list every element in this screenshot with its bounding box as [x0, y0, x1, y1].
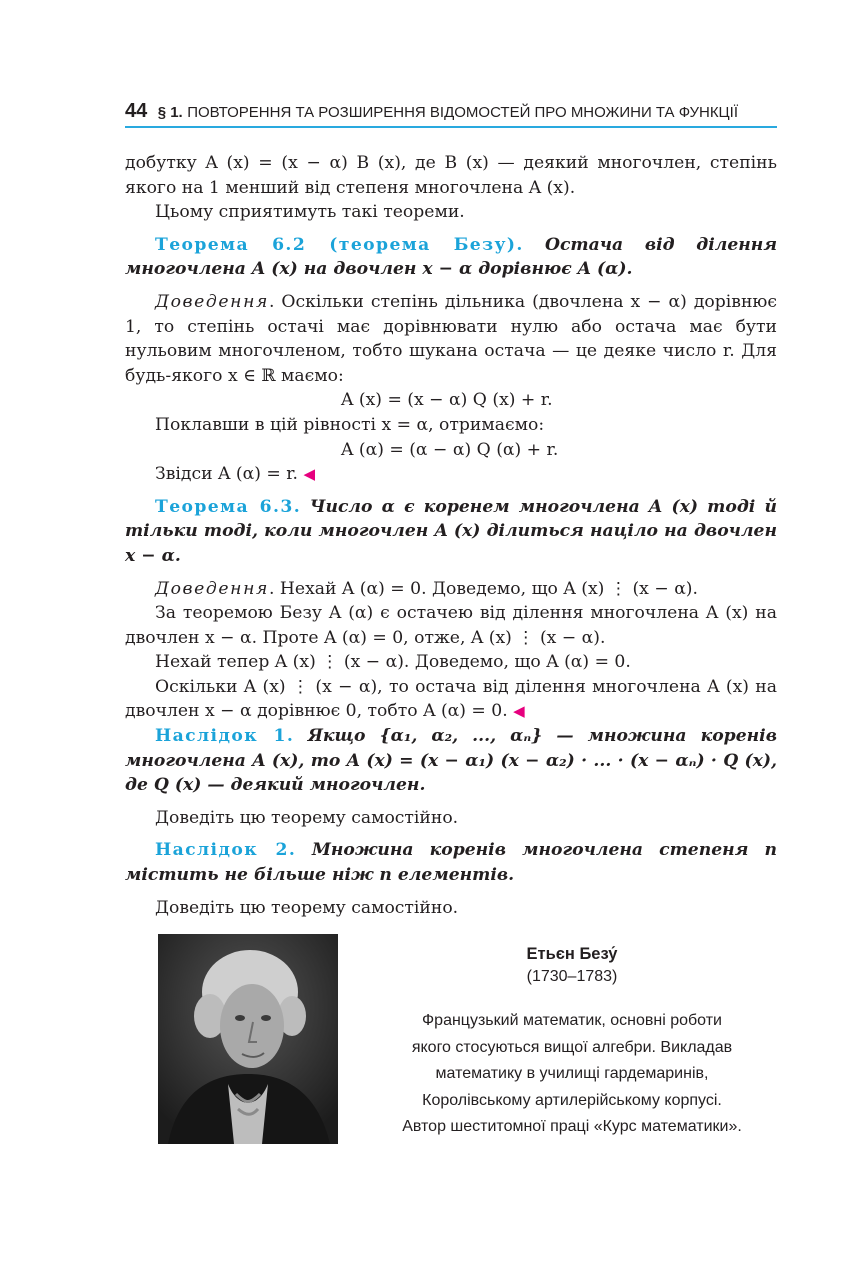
bio-description	[372, 1008, 772, 1141]
corollary-1	[125, 724, 777, 798]
end-of-proof-mark: ◀	[303, 465, 316, 484]
theorem-6-2-label: Теорема 6.2 (теорема Безу).	[155, 234, 524, 255]
proof-1-conclusion: Звідси A (α) = r. ◀	[155, 464, 316, 485]
chapter-title: ПОВТОРЕННЯ ТА РОЗШИРЕННЯ ВІДОМОСТЕЙ ПРО МНОЖИНИ ТА ФУНКЦІЇ	[187, 104, 738, 121]
theorem-6-2-statement: Остача від ділення многочлена A (x) на двочлен x − α дорівнює A (α).	[125, 234, 778, 280]
proof-2-label: Доведення	[155, 578, 269, 599]
corollary-2-note: Доведіть цю теорему самостійно.	[155, 897, 459, 918]
paragraph-intro: добутку A (x) = (x − α) B (x), де B (x) — деякий многочлен, степінь якого на 1 менший від степеня многочлена A (x).	[125, 153, 777, 198]
bezout-portrait	[158, 934, 338, 1144]
bio-name: Етьєн Безу́	[526, 945, 618, 963]
paragraph-transition: Цьому сприятимуть такі теореми.	[155, 202, 465, 223]
corollary-2-label: Наслідок 2.	[155, 840, 297, 861]
end-of-proof-mark: ◀	[513, 702, 525, 721]
section-number: § 1.	[157, 104, 183, 121]
corollary-1-note: Доведіть цю теорему самостійно.	[155, 807, 459, 828]
corollary-2-statement: Множина коренів многочлена степеня n містить не більше ніж n елементів.	[125, 840, 777, 886]
bio-years: (1730–1783)	[526, 968, 618, 985]
equation-1: A (x) = (x − α) Q (x) + r.	[341, 390, 553, 411]
theorem-6-3-label: Теорема 6.3.	[155, 496, 302, 517]
proof-1-label: Доведення	[155, 291, 269, 312]
page-number: 44	[125, 100, 148, 122]
proof-1	[125, 290, 777, 388]
substitution-line: Поклавши в цій рівності x = α, отримаємо:	[155, 414, 545, 435]
running-header	[125, 100, 777, 128]
theorem-6-3-statement: Число α є коренем многочлена A (x) тоді й тільки тоді, коли многочлен A (x) ділиться націло на двочлен x − α.	[125, 496, 777, 566]
proof-2-line-1: Доведення. Нехай A (α) = 0. Доведемо, що A (x) ⋮ (x − α).	[155, 578, 698, 599]
bio-line: Королівському артилерійському корпусі.	[422, 1091, 722, 1109]
biography-note	[372, 945, 772, 1141]
bio-line: Французький математик, основні роботи	[422, 1012, 722, 1029]
main-text	[125, 151, 777, 920]
theorem-6-3	[125, 495, 777, 569]
proof-2-line-3: Нехай тепер A (x) ⋮ (x − α). Доведемо, що A (α) = 0.	[155, 652, 631, 673]
proof-1-text: . Оскільки степінь дільника (двочлена x − α) дорівнює 1, то степінь остачі має дорівнювати нулю або остача має бути нульовим многочленом, тобто шукана остача — це деяке число r. Для будь-якого x ∈ ℝ маємо:	[125, 291, 777, 386]
equation-2: A (α) = (α − α) Q (α) + r.	[341, 439, 559, 460]
bio-line: Автор шеститомної праці «Курс математики».	[402, 1118, 742, 1135]
corollary-2	[125, 838, 777, 887]
corollary-1-statement: Якщо {α₁, α₂, ..., αₙ} — множина коренів многочлена A (x), то A (x) = (x − α₁) (x − α₂) · ... · (x − αₙ) · Q (x), де Q (x) — деякий многочлен.	[125, 726, 777, 796]
corollary-1-label: Наслідок 1.	[155, 726, 295, 747]
proof-2-line-2: За теоремою Безу A (α) є остачею від ділення многочлена A (x) на двочлен x − α. Проте A (α) = 0, отже, A (x) ⋮ (x − α).	[125, 603, 777, 648]
bio-line: математику в училищі гардемаринів,	[435, 1065, 709, 1082]
bio-line: якого стосуються вищої алгебри. Викладав	[411, 1038, 733, 1056]
theorem-6-2	[125, 233, 777, 282]
proof-2-line-4: Оскільки A (x) ⋮ (x − α), то остача від ділення многочлена A (x) на двочлен x − α дорівнює 0, тобто A (α) = 0. ◀	[125, 676, 777, 722]
